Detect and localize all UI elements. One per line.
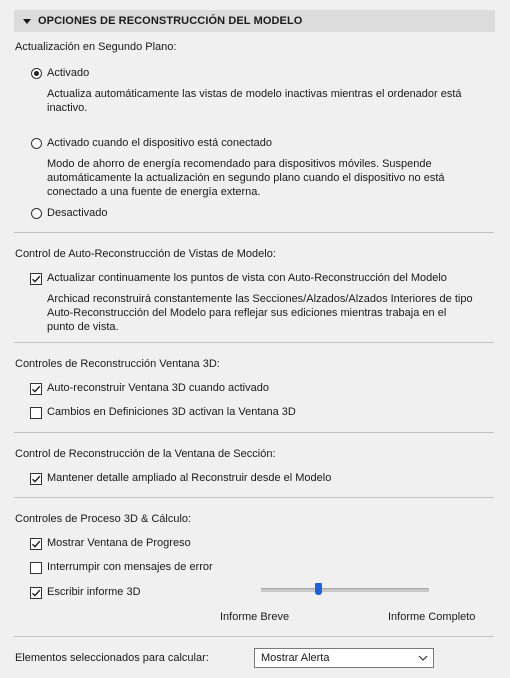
checkbox-3d-definitions[interactable] <box>30 407 42 419</box>
radio-activado[interactable] <box>31 68 42 79</box>
checkbox-keep-detail[interactable] <box>30 473 42 485</box>
radio-desactivado[interactable] <box>31 208 42 219</box>
calc-elements-label: Elementos seleccionados para calcular: <box>15 652 209 664</box>
checkmark-icon <box>31 474 41 484</box>
checkbox-3d-definitions-label: Cambios en Definiciones 3D activan la Ventana 3D <box>47 406 296 418</box>
separator <box>14 432 494 433</box>
radio-activado-description <box>47 87 462 115</box>
report-slider-thumb[interactable] <box>315 583 322 595</box>
section-window-heading: Control de Reconstrucción de la Ventana de Sección: <box>15 448 276 460</box>
radio-desactivado-label: Desactivado <box>47 207 108 219</box>
description-line: conectado a una fuente de energía externa. <box>47 186 261 198</box>
radio-activado-conectado-label: Activado cuando el dispositivo está conectado <box>47 137 273 149</box>
checkmark-icon <box>31 539 41 549</box>
checkbox-progress-window-label: Mostrar Ventana de Progreso <box>47 537 191 549</box>
description-line: Modo de ahorro de energía recomendado para dispositivos móviles. Suspende <box>47 158 432 170</box>
process3d-heading: Controles de Proceso 3D & Cálculo: <box>15 513 192 525</box>
checkbox-auto-rebuild-label: Actualizar continuamente los puntos de vista con Auto-Reconstrucción del Modelo <box>47 272 447 284</box>
panel-header[interactable] <box>14 10 495 32</box>
radio-activado-label: Activado <box>47 67 90 79</box>
window3d-heading: Controles de Reconstrucción Ventana 3D: <box>15 358 220 370</box>
description-line: automáticamente la actualización en segundo plano cuando el dispositivo no está <box>47 172 445 184</box>
report-slider-min-label: Informe Breve <box>220 611 290 623</box>
chevron-down-icon <box>418 654 428 662</box>
checkbox-interrupt-errors[interactable] <box>30 562 42 574</box>
description-line: Archicad reconstruirá constantemente las Secciones/Alzados/Alzados Interiores de tipo <box>47 293 473 305</box>
description-line: inactivo. <box>47 102 88 114</box>
description-line: Actualiza automáticamente las vistas de modelo inactivas mientras el ordenador está <box>47 88 462 100</box>
background-update-heading: Actualización en Segundo Plano: <box>15 41 177 53</box>
separator <box>14 232 494 233</box>
checkbox-write-report-label: Escribir informe 3D <box>47 586 141 598</box>
report-slider-track[interactable] <box>261 588 429 592</box>
checkbox-interrupt-errors-label: Interrumpir con mensajes de error <box>47 561 213 573</box>
separator <box>14 497 494 498</box>
separator <box>14 342 494 343</box>
calc-elements-select[interactable] <box>254 648 434 668</box>
description-line: Auto-Reconstrucción del Modelo para reflejar sus ediciones mientras trabaja en el <box>47 307 447 319</box>
checkbox-write-report[interactable] <box>30 587 42 599</box>
collapse-triangle-icon[interactable] <box>23 19 31 24</box>
checkmark-icon <box>31 274 41 284</box>
checkbox-auto-rebuild-3d-label: Auto-reconstruir Ventana 3D cuando activado <box>47 382 269 394</box>
auto-rebuild-heading: Control de Auto-Reconstrucción de Vistas de Modelo: <box>15 248 276 260</box>
checkmark-icon <box>31 588 41 598</box>
radio-activado-conectado-description <box>47 157 445 199</box>
checkbox-progress-window[interactable] <box>30 538 42 550</box>
radio-activado-conectado[interactable] <box>31 138 42 149</box>
checkbox-auto-rebuild-3d[interactable] <box>30 383 42 395</box>
checkbox-auto-rebuild[interactable] <box>30 273 42 285</box>
report-slider-max-label: Informe Completo <box>388 611 476 623</box>
panel-title: OPCIONES DE RECONSTRUCCIÓN DEL MODELO <box>38 15 303 27</box>
description-line: punto de vista. <box>47 321 119 333</box>
auto-rebuild-description <box>47 292 473 334</box>
separator <box>14 636 494 637</box>
calc-elements-selected: Mostrar Alerta <box>261 652 330 664</box>
checkmark-icon <box>31 384 41 394</box>
checkbox-keep-detail-label: Mantener detalle ampliado al Reconstruir desde el Modelo <box>47 472 332 484</box>
